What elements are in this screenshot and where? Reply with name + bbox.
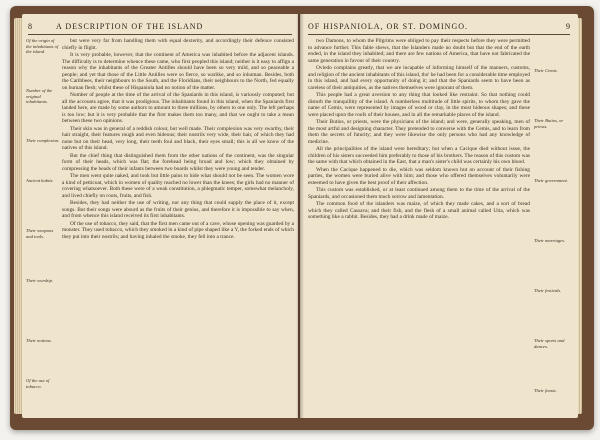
paragraph: Besides, they had neither the use of writing, nor any thing that could supply the place of it, except songs. But their songs were absurd as the fruits of their genius, and therefore it is impossible to say when, and from whence this island received its first inhabitants.: [62, 200, 294, 219]
paragraph: Number of people at the time of the arrival of the Spaniards in this island, is variously computed; but all the accounts agree, that it was prodigious. The inhabitants found in this island, when the Spaniards first landed here, are made by some authors to amount to three millions, by others to one only. The left perhaps is too low; but it is very probable that the first makes them too many, and that we ought to take a mean between these two opinions.: [62, 92, 294, 124]
book-gutter: [296, 14, 304, 418]
margin-note: Their complexion.: [26, 138, 60, 143]
paragraph: It is very probable, however, that the continent of America was inhabited before the adjacent islands. The difficulty is to determine whence these came, who first peopled this island; neither is it easy to affign a reason why the inhabitants of the Greater Antilles should have been so very mild, and so peaceable a people; and yet that those of the Little Antilles were so fierce, so warlike, and so inhuman. Besides, both the Caribbees, their neighbours to the South, and the Floridians, their neighbours to the North, fed equally on human flesh; whilst these of Hispaniola had no notion of the matter.: [62, 52, 294, 91]
paragraph: This people had a great aversion to any thing that looked like restraint. So that nothing could disturb the tranquillity of the island. A numberless multitude of little spirits, to whom they gave the name of Cemis, were represented by images of wood or clay, in the most hideous shapes; and these were placed upon the roofs of their houses, and in all the remarkable places of the island.: [308, 92, 530, 118]
paragraph: The men went quite naked, and took but little pains to hide what should not be seen. The women wore a kind of petticoat, which in women of quality reached no lower than the knees; the girls had no manner of covering whatsoever. Both these were of a weak constitution, a phlegmatic temper, somewhat melancholy, and lived chiefly on roots, fruits, and fish.: [62, 173, 294, 199]
margin-note: Their notions.: [26, 338, 52, 343]
margin-note: Their weapons and tools.: [26, 228, 54, 239]
paragraph: The common food of the islanders was maize, of which they made cakes, and a sort of bread which they called Cassava; and their fish, and the flesh of a small animal called Utia, which was something like a rabbit. Besides, they had a drink made of maize.: [308, 201, 530, 220]
paragraph: All the principalities of the island were hereditary; but when a Cacique died without issue, the children of his sisters succeeded him preferably to those of his brothers. The reason of this custom was the same with that which obtained in the East, that a man's sister's child was certainly his own blood.: [308, 146, 530, 165]
right-page: [300, 14, 578, 418]
margin-note: Their Cemis.: [534, 68, 558, 73]
margin-note: Their government.: [534, 178, 568, 183]
page-number: 9: [566, 22, 570, 31]
paragraph: but were very far from handling them with equal dexterity, and accordingly their defence consisted chiefly in flight.: [62, 38, 294, 51]
margin-note: Their festivals.: [534, 288, 562, 293]
body-text: [62, 38, 294, 410]
margin-note: Their worship.: [26, 278, 54, 283]
paragraph: Their skin was in general of a reddish colour, but well made. Their complexion was very swarthy, their hair straight, their features rough and even hideous; their nostrils very wide, their hair, of which they had none but on their head, very long, their teeth foul and black, their eyes small; this is all we know of the natives of this island.: [62, 125, 294, 151]
margin-note: Of the use of tobacco.: [26, 378, 50, 389]
page-number: 8: [28, 22, 32, 31]
margin-note: Their marriages.: [534, 238, 566, 243]
margin-note: Their sports and dances.: [534, 338, 565, 349]
paragraph: This custom was established, or at least continued among them to the time of the arrival of the Spaniards, and occasioned them much sorrow and lamentation.: [308, 187, 530, 200]
running-header: A DESCRIPTION OF THE ISLAND: [56, 22, 204, 31]
margin-note: Ancient habits.: [26, 178, 54, 183]
header-rule: [308, 34, 570, 35]
running-header: OF HISPANIOLA, OR ST. DOMINGO.: [308, 22, 469, 31]
margin-note: Of the origin of the inhabitants of the island.: [26, 38, 59, 55]
paragraph: But the chief thing that distinguished them from the other nations of the continent, was the singular form of their heads, which was flat; the forehead being broad and low; which they obtained by compressing the heads of their infants between two boards whilst they were young and tender.: [62, 152, 294, 172]
margin-note: Their feasts.: [534, 388, 557, 393]
body-text: [308, 38, 530, 410]
left-page: [22, 14, 298, 418]
paragraph: When the Cacique happened to die, which was seldom known but on account of their fishing parties, the women were buried alive with him; and those who offered themselves voluntarily were esteemed to have given the best proof of their affection.: [308, 166, 530, 186]
header-rule: [28, 34, 292, 35]
paragraph: Oviedo complains greatly, that we are incapable of informing himself of the manners, customs, and religion of the ancient inhabitants of this island, tho' he had been for a considerable time employed in this island, and had every opportunity of doing it; and that the Spaniards seem to have been as careless of their antiquities, as the natives themselves were ignorant of them.: [308, 65, 530, 91]
paragraph: Of the use of tobacco, they said, that the first men came out of a cave, whose opening was guarded by a monster. They used tobacco, which they smoked in a kind of pipe shaped like a Y, the forked ends of which they put into their nostrils; and having inhaled the smoke, they fell into a trance.: [62, 220, 294, 240]
margin-note: Their Butios, or priests.: [534, 118, 564, 129]
paragraph: Their Butios, or priests, were the physicians of the island; and were, generally speaking, men of the most artful and designing character. They pretended to converse with the Cemis, and to learn from them the secrets of futurity; and they were likewise the only persons who had any knowledge of medicine.: [308, 119, 530, 145]
margin-note: Number of the original inhabitants.: [26, 88, 53, 105]
paragraph: two Damons, to whom the Pilgrims were obliged to pay their respects before they were permitted to advance further. This fable shews, that the Islanders made no doubt but that the end of the earth ended, in the island they inhabited; and there are few nations of America, that have not fabricated the same generation in favour of their country.: [308, 38, 530, 64]
